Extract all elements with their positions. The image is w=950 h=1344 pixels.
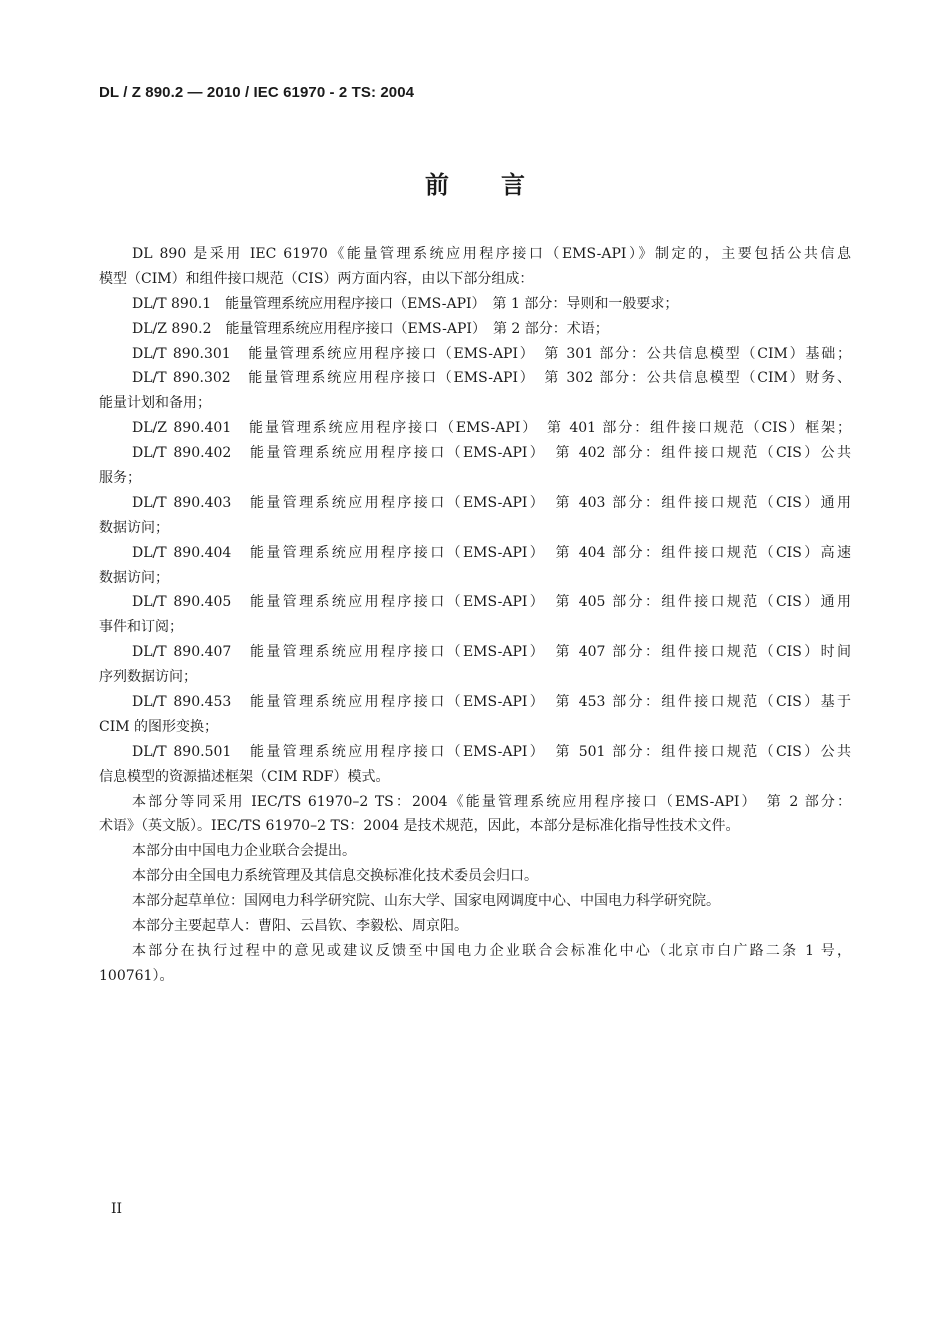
body-line: 本部分在执行过程中的意见或建议反馈至中国电力企业联合会标准化中心（北京市白广路二条 1 号， <box>132 942 851 959</box>
body-line: 术语》（英文版）。IEC/TS 61970–2 TS：2004 是技术规范，因此，本部分是标准化指导性技术文件。 <box>99 818 740 835</box>
body-line: DL/T 890.453 能量管理系统应用程序接口（EMS-API） 第 453 部分：组件接口规范（CIS）基于 <box>132 694 851 711</box>
body-line: CIM 的图形变换； <box>99 718 219 735</box>
page-title: 前言 <box>425 171 577 199</box>
body-line: DL/T 890.1 能量管理系统应用程序接口（EMS-API） 第 1 部分：导则和一般要求； <box>132 295 679 312</box>
body-line: DL/T 890.301 能量管理系统应用程序接口（EMS-API） 第 301 部分：公共信息模型（CIM）基础； <box>132 345 851 362</box>
body-line: DL/T 890.302 能量管理系统应用程序接口（EMS-API） 第 302 部分：公共信息模型（CIM）财务、 <box>132 370 851 387</box>
standard-code-header: DL / Z 890.2 — 2010 / IEC 61970 - 2 TS: 2004 <box>99 84 415 101</box>
page-number: II <box>111 1201 123 1217</box>
body-line: 服务； <box>99 470 141 487</box>
body-line: 能量计划和备用； <box>99 395 211 412</box>
body-line: 本部分由全国电力系统管理及其信息交换标准化技术委员会归口。 <box>132 868 538 885</box>
body-line: 数据访问； <box>99 569 169 586</box>
body-line: 本部分由中国电力企业联合会提出。 <box>132 843 356 860</box>
body-line: DL/T 890.501 能量管理系统应用程序接口（EMS-API） 第 501 部分：组件接口规范（CIS）公共 <box>132 743 851 760</box>
body-line: DL/Z 890.401 能量管理系统应用程序接口（EMS-API） 第 401 部分：组件接口规范（CIS）框架； <box>132 420 851 437</box>
foreword-body <box>99 242 851 989</box>
body-line: 事件和订阅； <box>99 619 183 636</box>
body-line: 本部分等同采用 IEC/TS 61970–2 TS：2004《能量管理系统应用程序接口（EMS-API） 第 2 部分： <box>132 793 851 810</box>
body-line: 本部分主要起草人：曹阳、云昌钦、李毅松、周京阳。 <box>132 918 468 935</box>
body-line: 100761）。 <box>99 967 174 984</box>
body-line: 数据访问； <box>99 519 169 536</box>
body-line: DL/T 890.405 能量管理系统应用程序接口（EMS-API） 第 405 部分：组件接口规范（CIS）通用 <box>132 594 851 611</box>
body-line: 本部分起草单位：国网电力科学研究院、山东大学、国家电网调度中心、中国电力科学研究院。 <box>132 893 720 910</box>
body-line: DL/T 890.403 能量管理系统应用程序接口（EMS-API） 第 403 部分：组件接口规范（CIS）通用 <box>132 494 851 511</box>
body-line: DL/T 890.407 能量管理系统应用程序接口（EMS-API） 第 407 部分：组件接口规范（CIS）时间 <box>132 644 851 661</box>
body-line: DL/T 890.402 能量管理系统应用程序接口（EMS-API） 第 402 部分：组件接口规范（CIS）公共 <box>132 445 851 462</box>
body-line: DL 890 是采用 IEC 61970《能量管理系统应用程序接口（EMS-API）》制定的，主要包括公共信息 <box>132 246 851 262</box>
body-line: DL/T 890.404 能量管理系统应用程序接口（EMS-API） 第 404 部分：组件接口规范（CIS）高速 <box>132 544 851 561</box>
body-line: DL/Z 890.2 能量管理系统应用程序接口（EMS-API） 第 2 部分：术语； <box>132 320 609 337</box>
body-line: 模型（CIM）和组件接口规范（CIS）两方面内容，由以下部分组成： <box>99 270 534 287</box>
body-line: 序列数据访问； <box>99 669 197 686</box>
body-line: 信息模型的资源描述框架（CIM RDF）模式。 <box>99 768 390 785</box>
